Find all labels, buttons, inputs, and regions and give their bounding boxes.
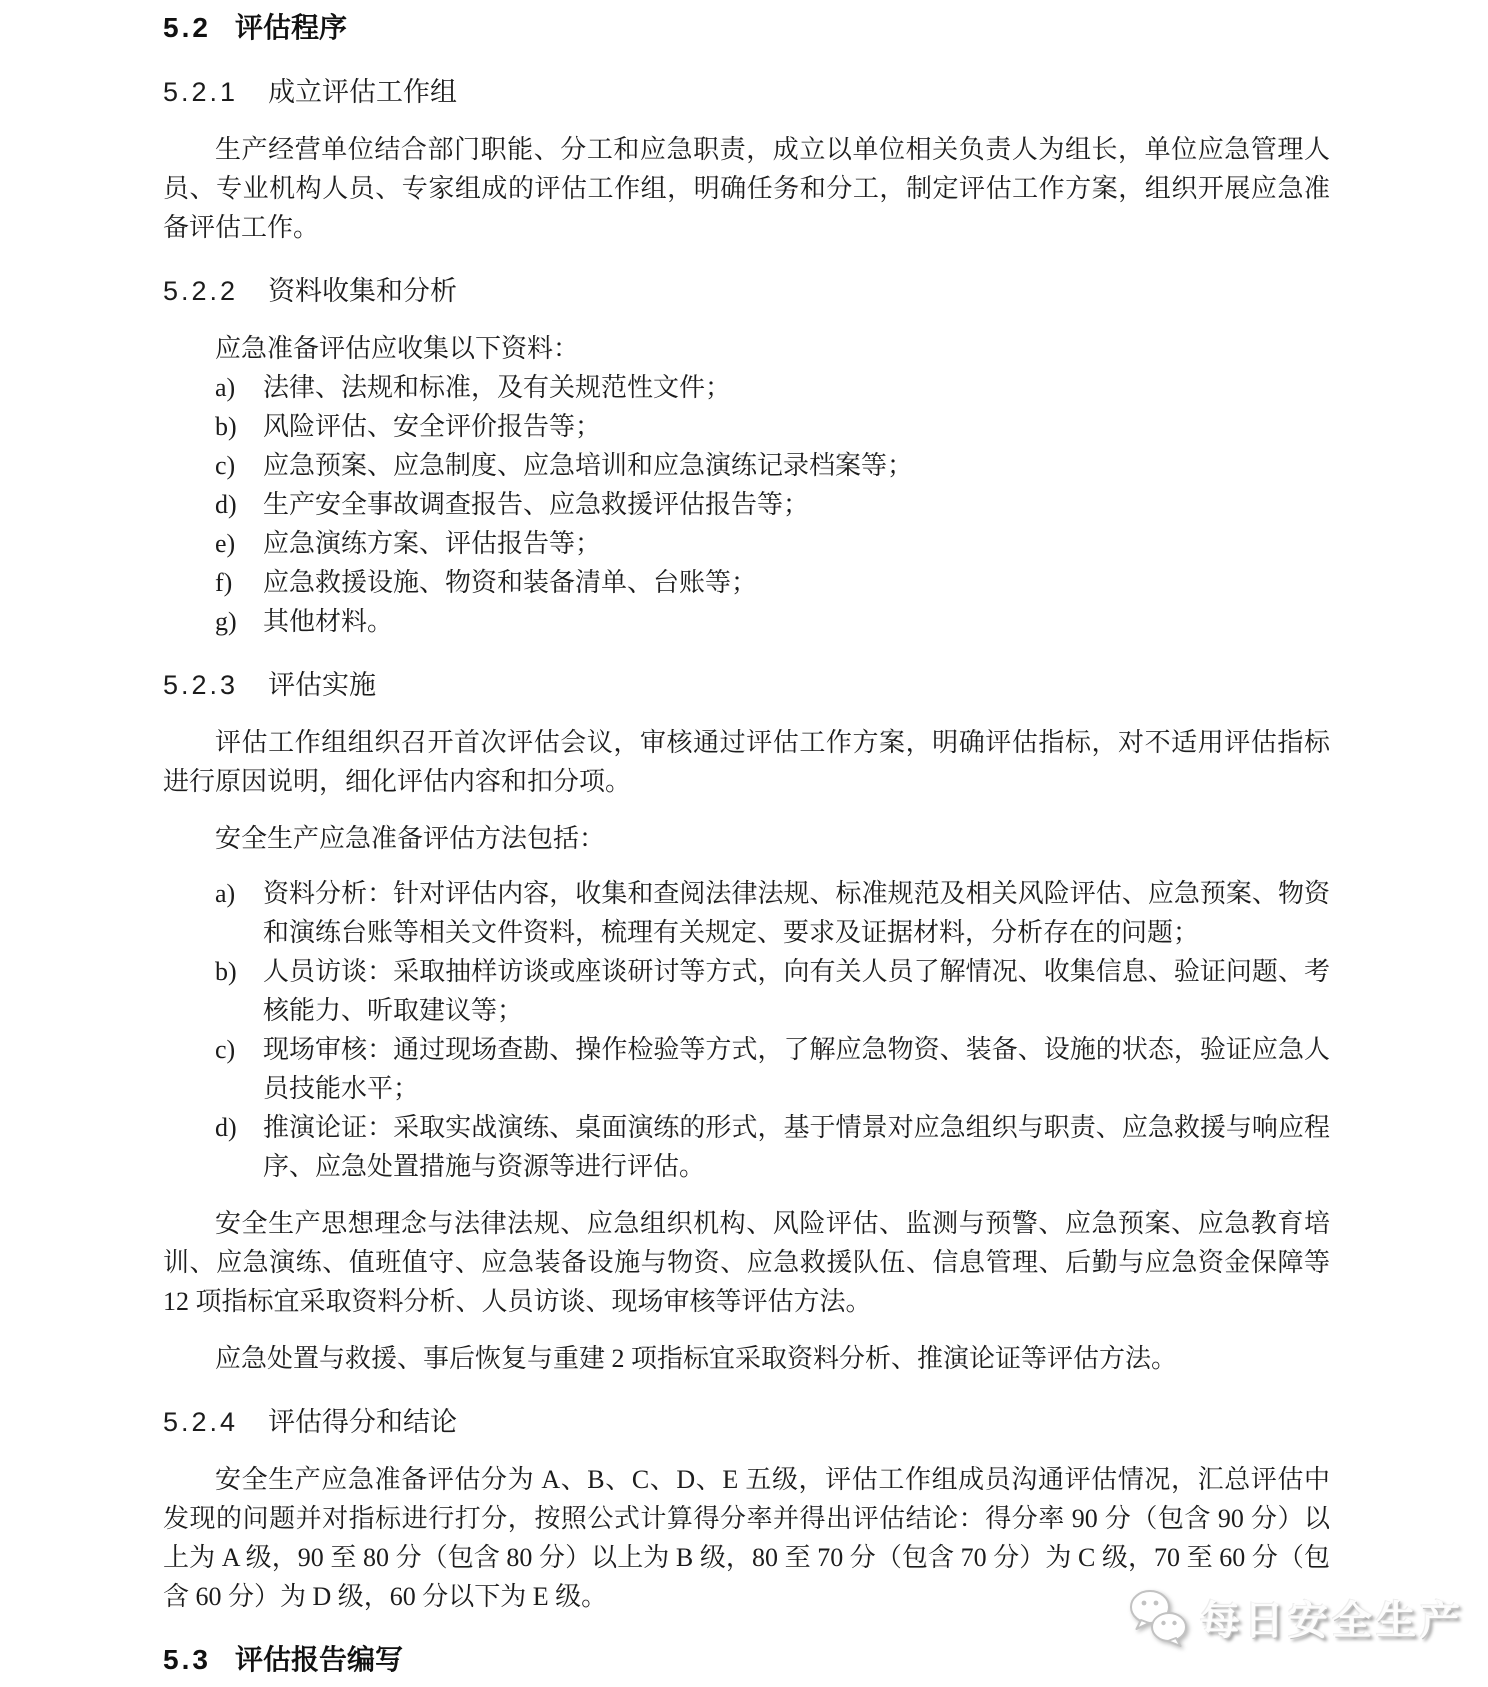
subsection-number: 5.2.3 — [163, 670, 239, 700]
list-item — [163, 446, 1330, 485]
section-number: 5.2 — [163, 12, 211, 43]
list-item — [163, 524, 1330, 563]
subsection-number: 5.2.1 — [163, 77, 239, 107]
list-item-text: 风险评估、安全评价报告等； — [263, 412, 602, 441]
list-item-text: 推演论证：采取实战演练、桌面演练的形式，基于情景对应急组织与职责、应急救援与响应程序、应急处置措施与资源等进行评估。 — [263, 1113, 1330, 1181]
subsection-heading-5-2-4 — [163, 1402, 1330, 1442]
wechat-icon — [1128, 1588, 1190, 1653]
paragraph-5-2-2-intro: 应急准备评估应收集以下资料： — [215, 334, 580, 363]
list-item-label: d) — [215, 490, 237, 519]
list-item — [163, 368, 1330, 407]
list-item-label: f) — [215, 568, 233, 597]
list-item — [163, 407, 1330, 446]
list-item — [163, 1030, 1330, 1108]
subsection-title: 成立评估工作组 — [268, 77, 458, 107]
list-item-text: 人员访谈：采取抽样访谈或座谈研讨等方式，向有关人员了解情况、收集信息、验证问题、考核能力、听取建议等； — [263, 957, 1330, 1025]
list-item — [163, 485, 1330, 524]
subsection-title: 资料收集和分析 — [268, 276, 458, 306]
list-item-text: 法律、法规和标准，及有关规范性文件； — [263, 373, 732, 402]
list-item-label: a) — [215, 373, 236, 402]
list-item — [163, 874, 1330, 952]
list-item-label: d) — [215, 1113, 237, 1142]
list-item-text: 应急演练方案、评估报告等； — [263, 529, 602, 558]
methods-list — [163, 874, 1330, 1186]
paragraph-5-2-3-c: 安全生产思想理念与法律法规、应急组织机构、风险评估、监测与预警、应急预案、应急教育培训、应急演练、值班值守、应急装备设施与物资、应急救援队伍、信息管理、后勤与应急资金保障等 12 项指标宜采取资料分析、人员访谈、现场审核等评估方法。 — [163, 1209, 1330, 1316]
list-item — [163, 952, 1330, 1030]
subsection-number: 5.2.4 — [163, 1407, 239, 1437]
paragraph-5-2-3-a: 评估工作组组织召开首次评估会议，审核通过评估工作方案，明确评估指标，对不适用评估指标进行原因说明，细化评估内容和扣分项。 — [163, 728, 1330, 796]
paragraph-5-2-1: 生产经营单位结合部门职能、分工和应急职责，成立以单位相关负责人为组长，单位应急管理人员、专业机构人员、专家组成的评估工作组，明确任务和分工，制定评估工作方案，组织开展应急准备评估工作。 — [163, 135, 1330, 242]
paragraph-5-2-3-d: 应急处置与救援、事后恢复与重建 2 项指标宜采取资料分析、推演论证等评估方法。 — [215, 1344, 1178, 1373]
list-item — [163, 1108, 1330, 1186]
subsection-heading-5-2-2 — [163, 271, 1330, 311]
list-item-label: g) — [215, 607, 237, 636]
materials-list — [163, 368, 1330, 641]
list-item-text: 生产安全事故调查报告、应急救援评估报告等； — [263, 490, 810, 519]
list-item-label: c) — [215, 451, 236, 480]
section-title: 评估程序 — [234, 12, 347, 43]
list-item — [163, 563, 1330, 602]
list-item-label: b) — [215, 957, 237, 986]
list-item-text: 应急救援设施、物资和装备清单、台账等； — [263, 568, 758, 597]
list-item-label: e) — [215, 529, 236, 558]
list-item — [163, 602, 1330, 641]
list-item-text: 现场审核：通过现场查勘、操作检验等方式，了解应急物资、装备、设施的状态，验证应急人员技能水平； — [263, 1035, 1330, 1103]
subsection-title: 评估得分和结论 — [268, 1407, 458, 1437]
section-title: 评估报告编写 — [234, 1644, 403, 1675]
list-item-text: 应急预案、应急制度、应急培训和应急演练记录档案等； — [263, 451, 914, 480]
list-item-label: c) — [215, 1035, 236, 1064]
list-item-text: 资料分析：针对评估内容，收集和查阅法律法规、标准规范及相关风险评估、应急预案、物资和演练台账等相关文件资料，梳理有关规定、要求及证据材料，分析存在的问题； — [263, 879, 1330, 947]
paragraph-5-2-4: 安全生产应急准备评估分为 A、B、C、D、E 五级，评估工作组成员沟通评估情况，汇总评估中发现的问题并对指标进行打分，按照公式计算得分率并得出评估结论：得分率 90 分（包含 90 分）以上为 A 级，90 至 80 分（包含 80 分）以上为 B 级，80 至 70 分（包含 70 分）为 C 级，70 至 60 分（包含 60 分）为 D 级，60 分以下为 E 级。 — [163, 1465, 1330, 1611]
subsection-heading-5-2-1 — [163, 72, 1330, 112]
subsection-title: 评估实施 — [268, 670, 377, 700]
watermark — [1128, 1588, 1464, 1653]
paragraph-5-2-3-b: 安全生产应急准备评估方法包括： — [215, 824, 606, 853]
list-item-label: b) — [215, 412, 237, 441]
section-number: 5.3 — [163, 1644, 211, 1675]
subsection-number: 5.2.2 — [163, 276, 239, 306]
subsection-heading-5-2-3 — [163, 665, 1330, 705]
section-heading-5-2 — [163, 8, 1330, 48]
list-item-text: 其他材料。 — [263, 607, 394, 636]
list-item-label: a) — [215, 879, 236, 908]
brand-text: 每日安全生产 — [1200, 1598, 1464, 1643]
